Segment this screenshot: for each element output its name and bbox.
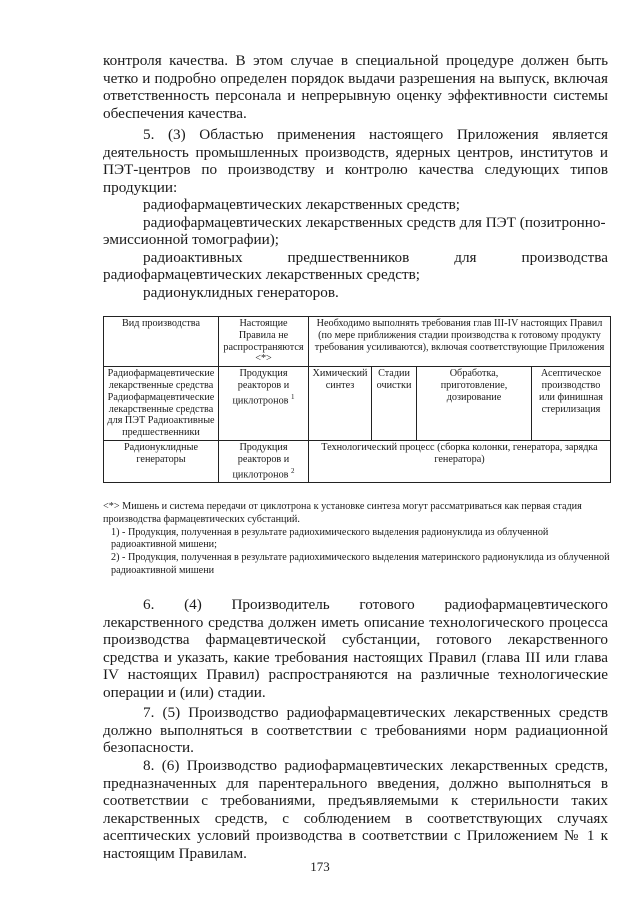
cell-type: Радиофармацевтические лекарственные средства Радиофармацевтические лекарственные средства для ПЭТ Радиоактивные предшественники xyxy=(104,367,219,441)
text-line: лекарственного средства должен иметь описание технологического процесса xyxy=(103,613,608,631)
production-types-table xyxy=(103,316,611,483)
cell-rules-text: Продукция реакторов и циклотронов xyxy=(232,441,290,480)
paragraph-continuation xyxy=(103,52,608,122)
text-line: безопасности. xyxy=(103,739,194,757)
text-line: обеспечения качества. xyxy=(103,104,247,122)
text-line: 6. (4) Производитель готового радиофармацевтического xyxy=(143,596,608,613)
list-item: радионуклидных генераторов. xyxy=(143,283,339,301)
cell-rules xyxy=(219,440,309,482)
table-row xyxy=(104,440,611,482)
cell-processing: Обработка, приготовление, дозирование xyxy=(417,367,532,441)
list-item: радиофармацевтических лекарственных средств для ПЭТ (позитронно- xyxy=(143,213,606,231)
header-required: Необходимо выполнять требования глав III-IV настоящих Правил (по мере приближения стадии производства к готовому продукту требования усиливаются), включая соответствующие Приложения xyxy=(309,317,611,367)
text-line: 7. (5) Производство радиофармацевтических лекарственных средств xyxy=(143,704,608,721)
text-line: IV настоящих Правил) распространяются на различные технологические xyxy=(103,666,608,684)
text-line: 5. (3) Областью применения настоящего Приложения является xyxy=(143,126,608,143)
note-item: 1) - Продукция, полученная в результате радиохимического выделения радионуклида из облученной радиоактивной мишени; xyxy=(111,526,549,551)
paragraph-8 xyxy=(103,757,608,863)
paragraph-5 xyxy=(103,126,608,196)
text-line: средства и указать, какие требования настоящих Правил (глава III или глава xyxy=(103,648,608,666)
text-line: деятельность промышленных производств, ядерных центров, институтов и xyxy=(103,143,608,161)
table-row xyxy=(104,367,611,441)
text-line: ответственность персонала и непрерывную оценку эффективности системы xyxy=(103,87,608,105)
paragraph-6 xyxy=(103,596,608,702)
cell-purification: Стадии очистки xyxy=(372,367,417,441)
footnote-ref: 1 xyxy=(291,392,295,401)
list-item: радиоактивных предшественников для производства xyxy=(143,248,608,266)
paragraph-7 xyxy=(103,704,608,757)
text-line: 8. (6) Производство радиофармацевтических лекарственных средств, xyxy=(143,757,608,774)
list-item-continuation: радиофармацевтических лекарственных средств; xyxy=(103,266,421,284)
cell-rules-text: Продукция реакторов и циклотронов xyxy=(232,368,290,407)
footnote-ref: 2 xyxy=(291,466,295,475)
text-line: продукции: xyxy=(103,178,178,196)
cell-rules xyxy=(219,367,309,441)
table-notes xyxy=(103,501,611,578)
note-item: 2) - Продукция, полученная в результате радиохимического выделения материнского радионуклида из облученной радиоактивной мишени xyxy=(111,552,610,576)
text-line: соответствии с требованиями, предъявляемыми к стерильности таких xyxy=(103,792,608,810)
text-line: производства фармацевтической субстанции, готового лекарственного xyxy=(103,631,608,649)
list-item-continuation: эмиссионной томографии); xyxy=(103,231,279,249)
note-item: <*> Мишень и система передачи от циклотрона к установке синтеза могут рассматриваться как первая стадия производства фармацевтических субстанций. xyxy=(103,501,582,525)
text-line: должно выполняться в соответствии с требованиями норм радиационной xyxy=(103,721,608,739)
header-type: Вид производства xyxy=(104,317,219,367)
cell-process: Технологический процесс (сборка колонки, генератора, зарядка генератора) xyxy=(309,440,611,482)
text-line: асептических условий производства в соответствии с Приложением № 1 к xyxy=(103,827,608,845)
product-list xyxy=(103,196,608,302)
list-item: радиофармацевтических лекарственных средств; xyxy=(143,196,461,213)
text-line: настоящим Правилам. xyxy=(103,844,247,862)
table-header-row xyxy=(104,317,611,367)
cell-chemical-synthesis: Химический синтез xyxy=(309,367,372,441)
text-line: предназначенных для парентерального введения, должно выполняться в xyxy=(103,774,608,792)
page-number: 173 xyxy=(310,859,330,874)
text-line: контроля качества. В этом случае в специальной процедуре должен быть xyxy=(103,52,608,69)
text-line: операции и (или) стадии. xyxy=(103,683,266,701)
header-rules-not-apply: Настоящие Правила не распространяются <*> xyxy=(219,317,309,367)
text-line: лекарственных средств, с соблюдением в соответствующих случаях xyxy=(103,809,608,827)
cell-aseptic: Асептическое производство или финишная стерилизация xyxy=(532,367,611,441)
text-line: ПЭТ-центров по производству и контролю качества следующих типов xyxy=(103,161,608,179)
text-line: четко и подробно определен порядок выдачи разрешения на выпуск, включая xyxy=(103,69,608,87)
cell-type: Радионуклидные генераторы xyxy=(104,440,219,482)
